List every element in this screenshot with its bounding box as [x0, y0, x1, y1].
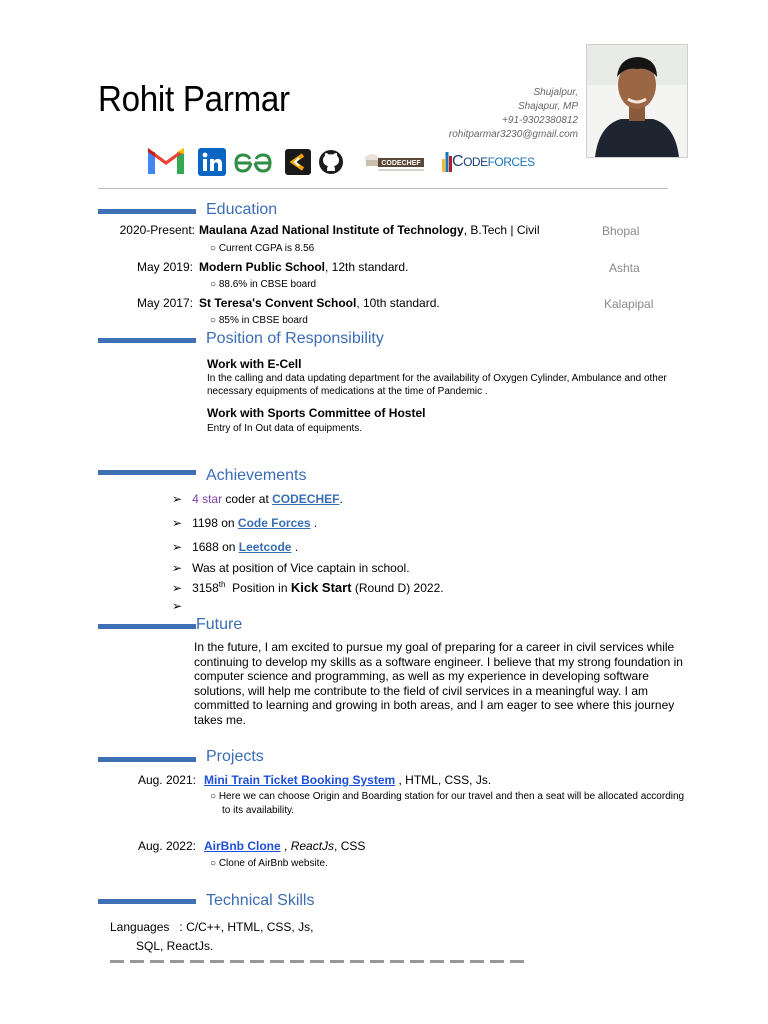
skills-value: : C/C++, HTML, CSS, Js, — [179, 920, 314, 934]
education-location-1: Bhopal — [602, 224, 640, 238]
arrow-bullet-icon: ➢ — [172, 540, 183, 554]
future-line: takes me. — [194, 712, 247, 727]
responsibility-title: Position of Responsibility — [206, 330, 384, 347]
achievement-item-1 — [172, 492, 343, 506]
responsibility-desc-1a: In the calling and data updating department for the availability of Oxygen Cylinder, Ambulance and other — [207, 373, 667, 384]
achievement-text: . — [291, 540, 299, 554]
project-sub-1: ○ Here we can choose Origin and Boarding station for our travel and then a seat will be allocated according — [210, 791, 685, 802]
contact-phone: +91-9302380812 — [502, 115, 578, 126]
skills-languages — [110, 920, 313, 934]
project-sub-1b: to its availability. — [222, 805, 295, 816]
project-tech: , HTML, CSS, Js. — [395, 773, 492, 787]
school-detail: , 12th standard. — [325, 260, 409, 274]
achievement-text: 3158 — [192, 581, 219, 595]
achievement-text: (Round D) 2022. — [351, 581, 444, 595]
skills-languages-cont: SQL, ReactJs. — [136, 939, 214, 953]
project-tech: , — [280, 839, 291, 853]
resume-name: Rohit Parmar — [98, 78, 290, 119]
achievement-item-3 — [172, 540, 298, 554]
codeforces-link[interactable]: Code Forces — [237, 516, 311, 530]
codeforces-logo-ode: ODE — [463, 155, 488, 169]
gmail-icon[interactable] — [146, 146, 186, 181]
achievement-item-2 — [172, 516, 317, 530]
contact-email[interactable]: rohitparmar3230@gmail.com — [448, 129, 578, 140]
arrow-bullet-icon: ➢ — [172, 581, 183, 595]
skills-label: Languages — [110, 920, 170, 934]
future-line: continuing to develop my skills as a software engineer. I believe that my strong foundation in — [194, 654, 683, 669]
education-date-2: May 2019: — [136, 260, 193, 274]
arrow-bullet-icon: ➢ — [172, 599, 183, 613]
responsibility-heading-2: Work with Sports Committee of Hostel — [207, 406, 426, 420]
achievement-text: 1688 on — [192, 540, 239, 554]
arrow-bullet-icon: ➢ — [172, 561, 183, 575]
project-link[interactable]: AirBnb Clone — [204, 839, 281, 853]
projects-title: Projects — [206, 748, 264, 765]
codechef-logo[interactable] — [362, 150, 426, 174]
arrow-bullet-icon: ➢ — [172, 516, 183, 530]
education-entry-3 — [199, 296, 440, 310]
codeforces-logo-c: C — [452, 153, 464, 170]
project-sub-2: ○ Clone of AirBnb website. — [210, 858, 328, 869]
header-divider — [98, 188, 668, 189]
future-bar — [98, 624, 196, 629]
achievement-text: Position in — [225, 581, 291, 595]
project-link[interactable]: Mini Train Ticket Booking System — [204, 773, 396, 787]
achievement-text: 1198 on — [192, 516, 238, 530]
cut-off-line — [110, 960, 530, 963]
achievement-item-empty — [172, 599, 182, 613]
education-sub-3: ○ 85% in CBSE board — [210, 315, 308, 326]
achievement-text: Was at position of Vice captain in school. — [192, 561, 410, 575]
project-entry-1 — [204, 773, 491, 787]
education-entry-2 — [199, 260, 408, 274]
responsibility-desc-2: Entry of In Out data of equipments. — [207, 423, 363, 434]
profile-photo — [586, 44, 688, 158]
future-line: In the future, I am excited to pursue my goal of preparing for a career in civil services while — [194, 640, 675, 654]
responsibility-heading-1: Work with E-Cell — [207, 357, 302, 371]
codechef-link[interactable]: CODECHEF — [272, 492, 340, 506]
github-icon[interactable] — [318, 149, 344, 180]
education-sub-text: 88.6% in CBSE board — [218, 279, 317, 290]
achievements-title: Achievements — [206, 467, 307, 484]
contact-district: Shajapur, MP — [517, 101, 578, 112]
skills-title: Technical Skills — [206, 892, 315, 909]
school-name: Modern Public School — [199, 260, 326, 274]
school-detail: , B.Tech | Civil — [463, 223, 540, 237]
contact-block — [449, 86, 578, 142]
kick-start-label: Kick Start — [290, 580, 352, 595]
education-entry-1 — [199, 223, 540, 237]
future-paragraph — [194, 640, 734, 727]
future-line: committed to learning and growing in both areas, and I am eager to see where this journey — [194, 698, 675, 712]
future-line: computer science and programming, as well as my experience in developing software — [194, 669, 649, 683]
education-date-1: 2020-Present: — [119, 223, 195, 237]
skills-bar — [98, 899, 196, 904]
education-sub-2: ○ 88.6% in CBSE board — [210, 279, 317, 290]
project-date-2: Aug. 2022: — [137, 839, 196, 853]
school-name: St Teresa's Convent School — [199, 296, 357, 310]
contact-city: Shujalpur, — [533, 87, 578, 98]
education-sub-text: Current CGPA is 8.56 — [218, 243, 315, 254]
future-title: Future — [196, 616, 243, 633]
project-sub-text: Here we can choose Origin and Boarding station for our travel and then a seat will be allocated according — [218, 791, 685, 802]
geeksforgeeks-icon[interactable] — [233, 152, 273, 179]
education-title: Education — [206, 201, 278, 218]
school-name: Maulana Azad National Institute of Technology — [199, 223, 464, 237]
future-line: solutions, will help me contribute to the field of civil services in a meaningful way. I am — [194, 683, 648, 698]
project-sub-text: Clone of AirBnb website. — [218, 858, 328, 869]
achievement-text: . — [310, 516, 318, 530]
project-tech-italic: ReactJs — [290, 839, 335, 853]
education-sub-1: ○ Current CGPA is 8.56 — [210, 243, 315, 254]
responsibility-desc-1b: necessary equipments of medications at the time of Pandemic . — [207, 386, 488, 397]
projects-bar — [98, 757, 196, 762]
codechef-logo-text: CODECHEF — [381, 160, 421, 167]
education-location-3: Kalapipal — [604, 297, 654, 311]
superscript: th — [218, 580, 226, 589]
education-location-2: Ashta — [609, 261, 640, 275]
achievement-text: . — [339, 492, 343, 506]
codeforces-logo-forces: FORCES — [487, 155, 535, 169]
achievements-bar — [98, 470, 196, 475]
responsibility-bar — [98, 338, 196, 343]
achievement-item-4 — [172, 561, 410, 575]
school-detail: , 10th standard. — [356, 296, 440, 310]
star-rating: 4 star — [192, 492, 223, 506]
achievement-text: coder at — [222, 492, 273, 506]
project-tech: , CSS — [334, 839, 366, 853]
codeforces-logo[interactable] — [442, 150, 535, 176]
arrow-bullet-icon: ➢ — [172, 492, 183, 506]
linkedin-icon[interactable] — [198, 148, 226, 181]
education-bar — [98, 209, 196, 214]
achievement-item-5 — [172, 580, 444, 595]
education-date-3: May 2017: — [136, 296, 193, 310]
codechef-c-icon[interactable] — [285, 149, 311, 180]
leetcode-link[interactable]: Leetcode — [238, 540, 292, 554]
education-sub-text: 85% in CBSE board — [218, 315, 308, 326]
project-entry-2 — [204, 839, 365, 853]
project-date-1: Aug. 2021: — [137, 773, 196, 787]
